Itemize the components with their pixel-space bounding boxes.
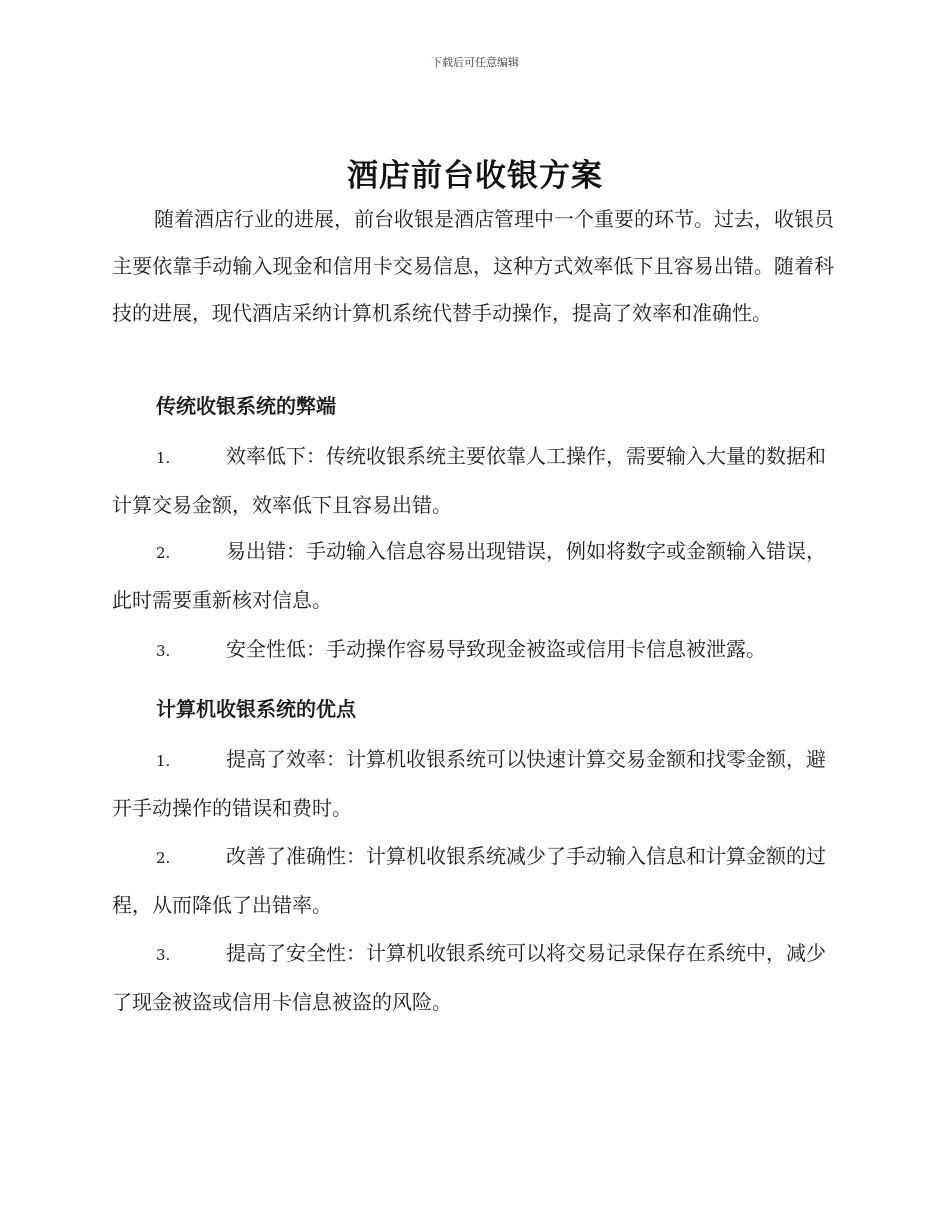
section-heading-computer: 计算机收银系统的优点 (156, 697, 356, 721)
list-item-number: 3. (156, 642, 171, 660)
list-item (112, 528, 834, 624)
list-item-text: 安全性低：手动操作容易导致现金被盗或信用卡信息被泄露。 (226, 637, 766, 661)
list-item (112, 833, 834, 929)
document-title: 酒店前台收银方案 (347, 158, 603, 194)
intro-text: 随着酒店行业的进展，前台收银是酒店管理中一个重要的环节。过去，收银员主要依靠手动输入现金和信用卡交易信息，这种方式效率低下且容易出错。随着科技的进展，现代酒店采纳计算机系统代替手动操作，提高了效率和准确性。 (112, 207, 834, 325)
list-item-number: 1. (156, 449, 171, 467)
list-item (112, 433, 834, 529)
list-item-text: 易出错：手动输入信息容易出现错误，例如将数字或金额输入错误，此时需要重新核对信息。 (112, 539, 826, 612)
list-item-text: 提高了安全性：计算机收银系统可以将交易记录保存在系统中，减少了现金被盗或信用卡信息被盗的风险。 (112, 941, 826, 1014)
list-item (112, 626, 834, 675)
section-heading-traditional: 传统收银系统的弊端 (156, 394, 336, 418)
list-item-text: 提高了效率：计算机收银系统可以快速计算交易金额和找零金额，避开手动操作的错误和费时。 (112, 747, 826, 820)
list-item-number: 3. (156, 946, 171, 964)
list-item-number: 2. (156, 544, 171, 562)
list-item-text: 改善了准确性：计算机收银系统减少了手动输入信息和计算金额的过程，从而降低了出错率。 (112, 844, 826, 917)
intro-paragraph (112, 196, 834, 337)
list-item-number: 2. (156, 849, 171, 867)
list-item-text: 效率低下：传统收银系统主要依靠人工操作，需要输入大量的数据和计算交易金额，效率低下且容易出错。 (112, 444, 826, 517)
header-note: 下载后可任意编辑 (431, 56, 519, 69)
list-item (112, 736, 834, 832)
list-item-number: 1. (156, 752, 171, 770)
list-item (112, 930, 834, 1026)
